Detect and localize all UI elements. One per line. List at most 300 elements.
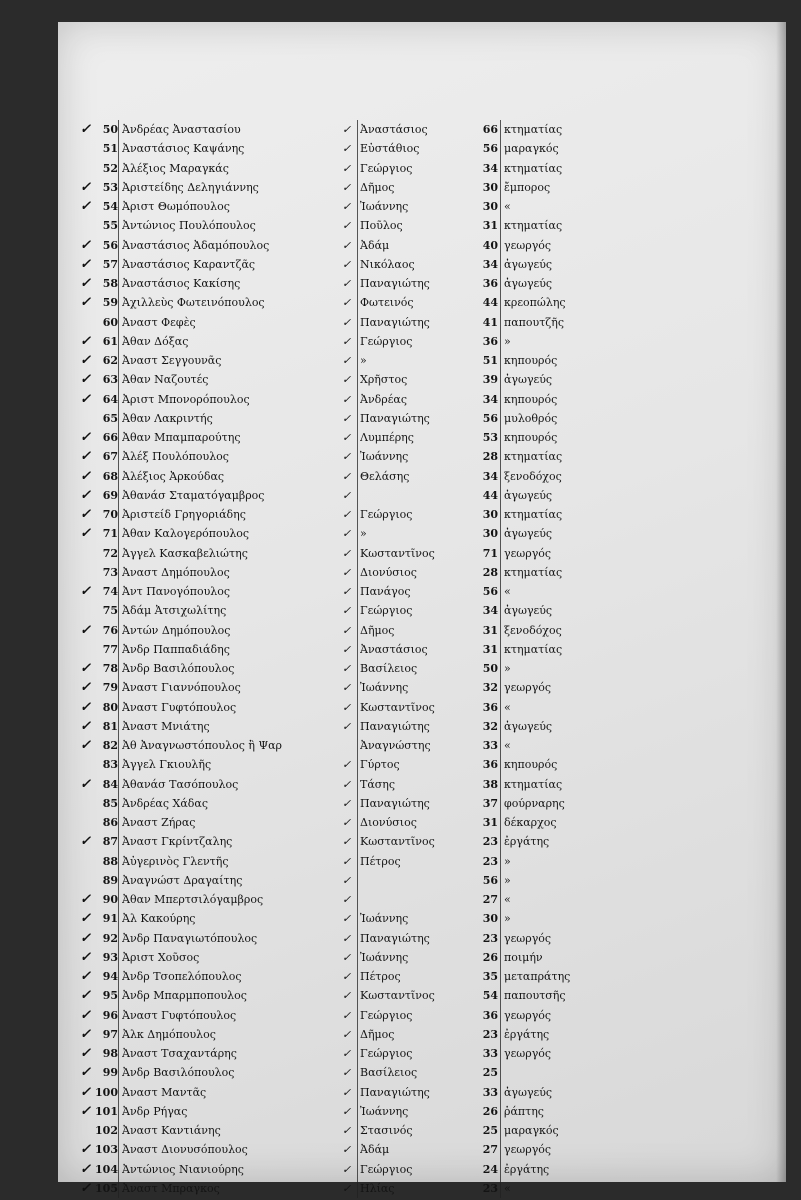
father-name: Ἀδάμ <box>360 1143 390 1157</box>
age: 23 <box>482 1027 498 1041</box>
age: 23 <box>482 854 498 868</box>
entry-number: 83 <box>102 758 118 772</box>
age: 34 <box>482 604 498 618</box>
occupation: γεωργός <box>504 1008 552 1022</box>
ledger-row <box>80 390 560 409</box>
entry-number: 53 <box>102 180 118 194</box>
occupation: μαραγκός <box>504 142 559 156</box>
ledger-row <box>80 563 563 582</box>
entry-number: 94 <box>102 970 118 983</box>
check-mark: ✓ <box>80 1142 91 1158</box>
person-name: Ἀναστάσιος Καραντζᾶς <box>122 257 256 271</box>
check-mark: ✓ <box>80 892 91 907</box>
person-name: Ἀθαν Μπαμπαρούτης <box>122 431 241 444</box>
entry-number: 68 <box>102 469 118 483</box>
age: 31 <box>482 623 498 637</box>
entry-number: 54 <box>102 200 118 213</box>
ledger-row <box>80 139 560 158</box>
person-name: Ἀναστάσιος Ἀδαμόπουλος <box>122 238 270 252</box>
entry-number: 91 <box>102 912 118 926</box>
ledger-row <box>80 986 566 1005</box>
tick-mark: ✓ <box>342 1143 352 1157</box>
tick-mark: ✓ <box>342 758 352 772</box>
tick-mark: ✓ <box>342 123 352 136</box>
person-name: Ἀνδρ Βασιλόπουλος <box>122 662 235 675</box>
ledger-row <box>80 274 560 293</box>
check-mark: ✓ <box>80 930 91 946</box>
occupation: κηπουρός <box>504 392 558 406</box>
entry-number: 95 <box>102 989 118 1003</box>
occupation: ἀγωγεύς <box>504 719 553 733</box>
ledger-row <box>80 524 560 543</box>
age: 23 <box>482 931 498 945</box>
ledger-row <box>80 236 560 255</box>
father-name: Ἀδάμ <box>360 238 390 252</box>
ledger-row <box>80 832 560 851</box>
occupation: κτηματίας <box>504 219 563 233</box>
tick-mark: ✓ <box>342 527 352 541</box>
age: 54 <box>482 989 498 1003</box>
tick-mark: ✓ <box>342 719 352 733</box>
father-name: Πέτρος <box>360 970 401 983</box>
age: 34 <box>482 161 498 175</box>
entry-number: 86 <box>102 816 118 829</box>
person-name: Ἀναστ Σεγγουνᾶς <box>122 354 222 367</box>
entry-number: 67 <box>102 450 118 464</box>
ledger-row <box>80 755 560 774</box>
tick-mark: ✓ <box>342 796 352 810</box>
ledger-row <box>80 1160 560 1179</box>
occupation: « <box>504 200 511 213</box>
tick-mark: ✓ <box>342 546 352 560</box>
person-name: Ἀριστ Θωμόπουλος <box>122 200 230 213</box>
check-mark: ✓ <box>80 911 91 927</box>
entry-number: 63 <box>102 373 118 387</box>
tick-mark: ✓ <box>342 219 352 233</box>
person-name: Ἀθανάσ Τασόπουλος <box>122 777 239 791</box>
ledger-row <box>80 582 560 601</box>
tick-mark: ✓ <box>342 411 352 425</box>
occupation: « <box>504 700 511 714</box>
age: 30 <box>482 180 498 194</box>
age: 25 <box>482 1066 498 1080</box>
check-mark: ✓ <box>80 237 91 253</box>
tick-mark: ✓ <box>342 354 352 367</box>
check-mark: ✓ <box>80 487 91 503</box>
age: 34 <box>482 392 498 406</box>
tick-mark: ✓ <box>342 854 352 868</box>
tick-mark: ✓ <box>342 835 352 849</box>
person-name: Ἀντώνιος Πουλόπουλος <box>122 219 256 233</box>
ledger-row <box>80 698 560 717</box>
father-name: Παναγιώτης <box>360 315 430 329</box>
father-name: Παναγιώτης <box>360 719 430 733</box>
check-mark: ✓ <box>80 738 91 753</box>
person-name: Ἀριστείδ Γρηγοριάδης <box>122 508 246 521</box>
entry-number: 80 <box>102 700 118 714</box>
person-name: Ἀθαν Λακριντής <box>122 411 213 425</box>
ledger-row <box>80 967 571 986</box>
occupation: ξενοδόχος <box>504 469 562 483</box>
tick-mark: ✓ <box>342 585 352 598</box>
age: 32 <box>482 719 498 733</box>
person-name: Ἀλκ Δημόπουλος <box>122 1027 216 1041</box>
father-name: Κωσταντῖνος <box>360 546 435 560</box>
age: 33 <box>482 1085 498 1099</box>
person-name: Ἀνδρ Βασιλόπουλος <box>122 1066 235 1080</box>
occupation: ἐργάτης <box>504 1027 550 1041</box>
ledger-row <box>80 929 560 948</box>
father-name: Διονύσιος <box>360 816 417 829</box>
age: 41 <box>482 315 498 329</box>
ledger-row <box>80 544 560 563</box>
father-name: » <box>360 527 367 541</box>
ledger-row <box>80 1063 560 1082</box>
entry-number: 87 <box>102 835 118 849</box>
entry-number: 75 <box>102 604 118 618</box>
entry-number: 81 <box>102 719 118 733</box>
ledger-row <box>80 871 560 890</box>
father-name: Κωσταντῖνος <box>360 989 435 1003</box>
occupation: κτηματίας <box>504 123 563 136</box>
entry-number: 72 <box>102 546 118 560</box>
father-name: Τάσης <box>360 777 396 791</box>
tick-mark: ✓ <box>342 700 352 714</box>
occupation: ἀγωγεύς <box>504 604 553 618</box>
age: 30 <box>482 508 498 521</box>
age: 26 <box>482 1104 498 1118</box>
entry-number: 104 <box>95 1162 118 1176</box>
person-name: Ἀθ Ἀναγνωστόπουλος ἢ Ψαρ <box>122 739 282 752</box>
entry-number: 65 <box>102 411 118 425</box>
ledger-row <box>80 351 560 370</box>
ledger-row <box>80 293 566 312</box>
tick-mark: ✓ <box>342 257 352 271</box>
check-mark: ✓ <box>80 1065 91 1081</box>
check-mark: ✓ <box>80 430 91 445</box>
father-name: Βασίλειος <box>360 662 418 675</box>
tick-mark: ✓ <box>342 296 352 310</box>
occupation: ῥάπτης <box>504 1104 544 1118</box>
ledger-row <box>80 1006 560 1025</box>
occupation: « <box>504 739 511 752</box>
ledger-row <box>80 1102 560 1121</box>
age: 23 <box>482 1181 498 1195</box>
check-mark: ✓ <box>80 276 91 291</box>
person-name: Ἀχιλλεὺς Φωτεινόπουλος <box>122 296 265 310</box>
occupation: φούρναρης <box>504 796 565 810</box>
father-name: Θελάσης <box>360 469 410 483</box>
person-name: Ἀλέξιος Ἀρκούδας <box>122 469 225 483</box>
occupation: κτηματίας <box>504 508 563 521</box>
father-name: Πανάγος <box>360 585 411 598</box>
tick-mark: ✓ <box>342 681 352 695</box>
entry-number: 66 <box>102 431 118 444</box>
person-name: Ἀναστ Γκρίντζαλης <box>122 835 233 849</box>
occupation: ἀγωγεύς <box>504 373 553 387</box>
father-name: Δῆμος <box>360 1027 395 1041</box>
tick-mark: ✓ <box>342 1104 352 1118</box>
person-name: Ἀναστ Ζήρας <box>122 816 196 829</box>
age: 36 <box>482 1008 498 1022</box>
check-mark: ✓ <box>80 1084 91 1100</box>
age: 33 <box>482 739 498 752</box>
ledger-row <box>80 1025 560 1044</box>
father-name: Δῆμος <box>360 180 395 194</box>
entry-number: 61 <box>102 334 118 348</box>
entry-number: 96 <box>102 1008 118 1022</box>
check-mark: ✓ <box>80 988 91 1004</box>
person-name: Ἀθαν Μπερτσιλόγαμβρος <box>122 893 264 906</box>
person-name: Ἀριστείδης Δεληγιάννης <box>122 180 259 194</box>
father-name: Παναγιώτης <box>360 411 430 425</box>
ledger-row <box>80 505 563 524</box>
tick-mark: ✓ <box>342 662 352 675</box>
entry-number: 56 <box>102 238 118 252</box>
occupation: γεωργός <box>504 1143 552 1157</box>
ledger-row <box>80 1179 560 1198</box>
person-name: Ἀδάμ Ἀτσιχωλίτης <box>122 604 227 618</box>
tick-mark: ✓ <box>342 373 352 387</box>
person-name: Ἀθαν Ναζουτές <box>122 373 209 387</box>
father-name: Νικόλαος <box>360 257 415 271</box>
age: 36 <box>482 277 498 290</box>
entry-number: 82 <box>102 739 118 752</box>
father-name: Διονύσιος <box>360 565 417 579</box>
father-name: Φωτεινός <box>360 296 414 310</box>
occupation: » <box>504 912 511 926</box>
entry-number: 50 <box>102 123 118 136</box>
father-name: Ηλίας <box>360 1181 395 1195</box>
father-name: Γεώργιος <box>360 161 413 175</box>
ledger-row <box>80 890 560 909</box>
ledger-row <box>80 467 560 486</box>
occupation: ἀγωγεύς <box>504 527 553 541</box>
age: 35 <box>482 970 498 983</box>
tick-mark: ✓ <box>342 1085 352 1099</box>
age: 39 <box>482 373 498 387</box>
occupation: μαραγκός <box>504 1124 559 1137</box>
occupation: ἔμπορος <box>504 180 551 194</box>
check-mark: ✓ <box>80 199 91 214</box>
tick-mark: ✓ <box>342 431 352 444</box>
father-name: Παναγιώτης <box>360 277 430 290</box>
entry-number: 97 <box>102 1027 118 1041</box>
person-name: Ἀνδρέας Ἀναστασίου <box>122 123 241 136</box>
tick-mark: ✓ <box>342 1008 352 1022</box>
check-mark: ✓ <box>80 776 91 792</box>
father-name: Ἀνδρέας <box>360 392 408 406</box>
occupation: γεωργός <box>504 238 552 252</box>
tick-mark: ✓ <box>342 623 352 637</box>
tick-mark: ✓ <box>342 777 352 791</box>
ledger-row <box>80 659 560 678</box>
age: 32 <box>482 681 498 695</box>
person-name: Ἀριστ Χοῦσος <box>122 950 200 964</box>
occupation: « <box>504 585 511 598</box>
ledger-row <box>80 601 560 620</box>
ledger-row <box>80 178 560 197</box>
tick-mark: ✓ <box>342 1162 352 1176</box>
tick-mark: ✓ <box>342 200 352 213</box>
age: 28 <box>482 565 498 579</box>
ledger-row <box>80 775 563 794</box>
age: 23 <box>482 835 498 849</box>
tick-mark: ✓ <box>342 989 352 1003</box>
person-name: Ἀναστ Μνιάτης <box>122 719 210 733</box>
occupation: » <box>504 854 511 868</box>
entry-number: 89 <box>102 873 118 887</box>
check-mark: ✓ <box>80 449 91 465</box>
entry-number: 62 <box>102 354 118 367</box>
person-name: Ἀνδρ Ρήγας <box>122 1104 188 1118</box>
tick-mark: ✓ <box>342 642 352 656</box>
entry-number: 51 <box>102 142 118 156</box>
tick-mark: ✓ <box>342 565 352 579</box>
father-name: Κωσταντῖνος <box>360 835 435 849</box>
father-name: Γεώργιος <box>360 1008 413 1022</box>
age: 44 <box>482 296 498 310</box>
check-mark: ✓ <box>80 295 91 311</box>
entry-number: 84 <box>102 777 118 791</box>
tick-mark: ✓ <box>342 469 352 483</box>
occupation: γεωργός <box>504 931 552 945</box>
occupation: κρεοπώλης <box>504 296 566 310</box>
age: 24 <box>482 1162 498 1176</box>
age: 50 <box>482 662 498 675</box>
person-name: Ἀναστ Γυφτόπουλος <box>122 700 237 714</box>
father-name: Ἀναστάσιος <box>360 123 428 136</box>
ledger-row <box>80 370 560 389</box>
person-name: Ἀναστάσιος Κακίσης <box>122 277 241 290</box>
father-name: Γεώργιος <box>360 508 413 521</box>
check-mark: ✓ <box>80 699 91 715</box>
father-name: Πέτρος <box>360 854 401 868</box>
person-name: Ἀναστ Γιαννόπουλος <box>122 681 241 695</box>
person-name: Ἀντών Δημόπουλος <box>122 623 231 637</box>
occupation: κηπουρός <box>504 431 558 444</box>
father-name: Χρῆστος <box>360 373 408 387</box>
father-name: Γύρτος <box>360 758 400 772</box>
age: 30 <box>482 527 498 541</box>
ledger-row <box>80 621 560 640</box>
entry-number: 55 <box>102 219 118 233</box>
tick-mark: ✓ <box>342 893 352 906</box>
age: 25 <box>482 1124 498 1137</box>
occupation: » <box>504 873 511 887</box>
ledger-row <box>80 447 563 466</box>
age: 53 <box>482 431 498 444</box>
occupation: μυλοθρός <box>504 411 558 425</box>
tick-mark: ✓ <box>342 1027 352 1041</box>
check-mark: ✓ <box>80 969 91 984</box>
father-name: Ἰωάννης <box>360 1104 409 1118</box>
age: 26 <box>482 950 498 964</box>
check-mark: ✓ <box>80 1007 91 1023</box>
person-name: Ἀνδρ Παναγιωτόπουλος <box>122 931 258 945</box>
age: 27 <box>482 1143 498 1157</box>
tick-mark: ✓ <box>342 1066 352 1080</box>
father-name: Εὐστάθιος <box>360 142 420 156</box>
entry-number: 85 <box>102 796 118 810</box>
tick-mark: ✓ <box>342 816 352 829</box>
check-mark: ✓ <box>80 122 91 137</box>
entry-number: 74 <box>102 585 118 598</box>
age: 27 <box>482 893 498 906</box>
check-mark: ✓ <box>80 718 91 734</box>
age: 38 <box>482 777 498 791</box>
occupation: » <box>504 662 511 675</box>
father-name: Ἰωάννης <box>360 200 409 213</box>
check-mark: ✓ <box>80 1103 91 1119</box>
person-name: Ἀνδρ Μπαρμποπουλος <box>122 989 247 1003</box>
entry-number: 64 <box>102 392 118 406</box>
ledger-row <box>80 852 560 871</box>
occupation: « <box>504 1181 511 1195</box>
occupation: γεωργός <box>504 681 552 695</box>
tick-mark: ✓ <box>342 970 352 983</box>
age: 31 <box>482 642 498 656</box>
age: 56 <box>482 411 498 425</box>
father-name: » <box>360 354 367 367</box>
ledger-row <box>80 486 560 505</box>
occupation: ἐργάτης <box>504 1162 550 1176</box>
ledger-row <box>80 717 560 736</box>
tick-mark: ✓ <box>342 277 352 290</box>
occupation: κηπουρός <box>504 354 558 367</box>
person-name: Ἀλέξιος Μαραγκάς <box>122 161 229 175</box>
person-name: Ἀναστ Γυφτόπουλος <box>122 1008 237 1022</box>
entry-number: 93 <box>102 950 118 964</box>
occupation: ἀγωγεύς <box>504 257 553 271</box>
age: 51 <box>482 354 498 367</box>
tick-mark: ✓ <box>342 488 352 502</box>
father-name: Βασίλειος <box>360 1066 418 1080</box>
ledger-row <box>80 120 563 139</box>
sheet-edge-shadow <box>776 22 786 1182</box>
person-name: Ἀγγελ Κασκαβελιώτης <box>122 546 248 560</box>
ledger-row <box>80 736 560 755</box>
occupation: γεωργός <box>504 1047 552 1060</box>
check-mark: ✓ <box>80 179 91 195</box>
tick-mark: ✓ <box>342 450 352 464</box>
age: 44 <box>482 488 498 502</box>
father-name: Ποῦλος <box>360 219 403 233</box>
father-name: Γεώργιος <box>360 334 413 348</box>
person-name: Ἀθανάσ Σταματόγαμβρος <box>122 488 265 502</box>
entry-number: 99 <box>102 1066 118 1080</box>
person-name: Ἀναστ Μαντᾶς <box>122 1085 207 1099</box>
tick-mark: ✓ <box>342 315 352 329</box>
person-name: Ἀγγελ Γκιουλῆς <box>122 758 212 772</box>
occupation: παπουτσῆς <box>504 989 566 1003</box>
person-name: Ἀλέξ Πουλόπουλος <box>122 450 229 464</box>
person-name: Ἀντώνιος Νιανιούρης <box>122 1162 244 1176</box>
person-name: Ἀλ Κακούρης <box>122 912 196 926</box>
person-name: Ἀναστ Καντιάνης <box>122 1124 221 1137</box>
person-name: Ἀνδρ Παππαδιάδης <box>122 642 230 656</box>
age: 56 <box>482 873 498 887</box>
entry-number: 70 <box>102 508 118 521</box>
father-name: Λυμπέρης <box>360 431 414 444</box>
check-mark: ✓ <box>80 680 91 696</box>
check-mark: ✓ <box>80 468 91 484</box>
occupation: ποιμήν <box>504 950 543 964</box>
entry-number: 98 <box>102 1047 118 1060</box>
entry-number: 60 <box>102 315 118 329</box>
ledger-row <box>80 1044 560 1063</box>
check-mark: ✓ <box>80 1180 91 1196</box>
